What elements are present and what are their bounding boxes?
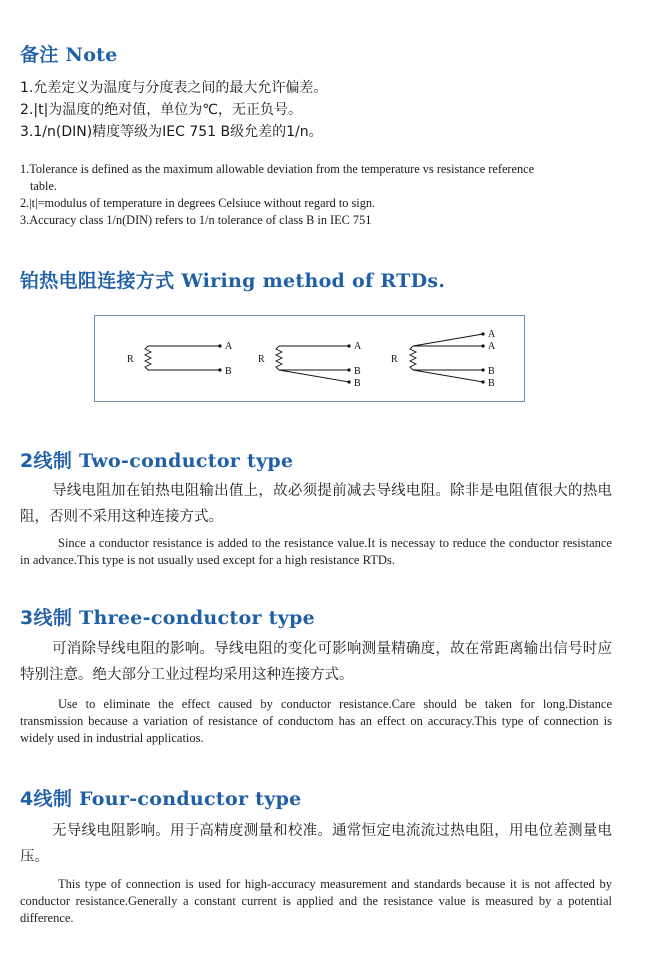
note-en-line-1: 1.Tolerance is defined as the maximum allowable deviation from the temperature vs resistance reference (20, 162, 535, 176)
note-heading-zh: 备注 (20, 44, 59, 66)
note-heading-en: Note (65, 44, 118, 66)
three-conductor-heading-en: Three-conductor type (79, 607, 316, 629)
b-label-4w-2: B (488, 378, 495, 389)
note-en-list (20, 161, 534, 229)
note-en-line-3: 3.Accuracy class 1/n(DIN) refers to 1/n tolerance of class B in IEC 751 (20, 213, 372, 227)
four-conductor-heading (20, 784, 302, 811)
r-label-4w: R (391, 354, 398, 365)
a-label-3w: A (354, 341, 362, 352)
two-conductor-en: Since a conductor resistance is added to the resistance value.It is necessay to reduce the conductor resistance in advance.This type is not usually used except for a high resistance RTDs. (20, 536, 612, 567)
b-label-3w-1: B (354, 366, 361, 377)
two-conductor-heading-zh: 2线制 (20, 450, 73, 472)
two-conductor-cn: 导线电阻加在铂热电阻输出值上，故必须提前减去导线电阻。除非是电阻值很大的热电阻，否则不采用这种连接方式。 (20, 483, 612, 525)
note-heading (20, 40, 118, 67)
four-conductor-en: This type of connection is used for high-accuracy measurement and standards because it is not affected by conductor resistance.Generally a constant current is applied and the resistance value is measured by a potential difference. (20, 877, 612, 925)
b-label-4w-1: B (488, 366, 495, 377)
r-label-2w: R (127, 354, 134, 365)
b-label-2w: B (225, 366, 232, 377)
note-cn-line-1: 1.允差定义为温度与分度表之间的最大允许偏差。 (20, 80, 328, 96)
four-conductor-cn: 无导线电阻影响。用于高精度测量和校准。通常恒定电流流过热电阻，用电位差测量电压。 (20, 823, 612, 865)
four-conductor-heading-en: Four-conductor type (79, 788, 302, 810)
note-cn-line-3: 3.1/n(DIN)精度等级为IEC 751 B级允差的1/n。 (20, 124, 323, 140)
note-cn-line-2: 2.|t|为温度的绝对值，单位为℃，无正负号。 (20, 102, 303, 118)
wiring-heading-zh: 铂热电阻连接方式 (20, 270, 175, 292)
three-conductor-heading (20, 603, 315, 630)
note-en-line-1-cont: table. (30, 179, 57, 193)
wiring-heading (20, 266, 445, 293)
three-conductor-cn: 可消除导线电阻的影响。导线电阻的变化可影响测量精确度，故在常距离输出信号时应特别注意。绝大部分工业过程均采用这种连接方式。 (20, 641, 612, 683)
three-conductor-heading-zh: 3线制 (20, 607, 73, 629)
wiring-heading-en: Wiring method of RTDs. (181, 270, 446, 292)
two-conductor-heading-en: Two-conductor type (79, 450, 294, 472)
two-conductor-heading (20, 446, 293, 473)
wiring-diagram (94, 315, 525, 402)
a-label-2w: A (225, 341, 233, 352)
wiring-diagram-svg (95, 316, 524, 401)
four-conductor-heading-zh: 4线制 (20, 788, 73, 810)
b-label-3w-2: B (354, 378, 361, 389)
note-cn-list (20, 77, 327, 143)
three-conductor-en: Use to eliminate the effect caused by conductor resistance.Care should be taken for long.Distance transmission because a variation of resistance of conductom has an effect on accuracy.This type of connection is widely used in industrial applicatios. (20, 697, 612, 745)
a-label-4w-2: A (488, 341, 496, 352)
note-en-line-2: 2.|t|=modulus of temperature in degrees Celsiuce without regard to sign. (20, 196, 376, 210)
r-label-3w: R (258, 354, 265, 365)
a-label-4w-1: A (488, 329, 496, 340)
